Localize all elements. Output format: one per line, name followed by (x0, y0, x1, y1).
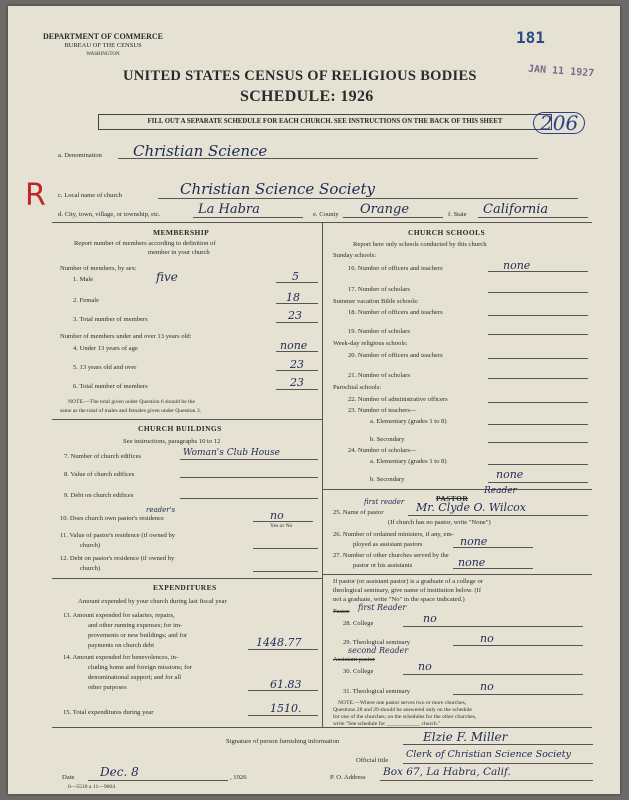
q21-label: 21. Number of scholars (348, 372, 410, 379)
q17-line (488, 292, 588, 293)
denomination-label: a. Denomination (58, 152, 102, 159)
date-year: , 1926 (230, 774, 247, 781)
county-value: Orange (360, 202, 410, 217)
received-date-stamp: JAN 11 1927 (527, 63, 595, 80)
q15-line (248, 715, 318, 716)
official-title-value: Clerk of Christian Science Society (406, 749, 571, 760)
q12-line (253, 571, 318, 572)
q13-label-4: payments on church debt (88, 642, 155, 649)
membership-bottom-rule (52, 419, 322, 420)
q24a-line (488, 464, 588, 465)
q27-label-1: 27. Number of other churches served by the (333, 552, 449, 559)
q26-label-1: 26. Number of ordained ministers, if any, em- (333, 531, 454, 538)
q4-value: none (280, 339, 308, 352)
q13-value: 1448.77 (256, 636, 302, 649)
q19-label: 19. Number of scholars (348, 328, 410, 335)
q10-label: 10. Does church own pastor's residence (60, 515, 165, 522)
parochial-schools-label: Parochial schools: (333, 384, 382, 391)
summer-schools-label: Summer vacation Bible schools: (333, 298, 419, 305)
q3-label: 3. Total number of members (73, 316, 148, 323)
membership-note-2: same as the total of males and females given under Question 3. (60, 408, 202, 414)
pastor-note-1: NOTE.—Where one pastor serves two or more churches, (338, 700, 467, 706)
county-label: e. County (313, 211, 339, 218)
date-value: Dec. 8 (100, 765, 139, 779)
q7-line (180, 459, 318, 460)
q7-label: 7. Number of church edifices (64, 453, 142, 460)
q5-value: 23 (290, 358, 304, 371)
q31-line (453, 694, 583, 695)
q20-line (488, 358, 588, 359)
college-instructions-1: If pastor (or assistant pastor) is a graduate of a college or (333, 578, 483, 585)
membership-intro-1: Report number of members according to definition of (74, 240, 216, 247)
q10-value: no (270, 509, 284, 522)
department-name: DEPARTMENT OF COMMERCE (42, 32, 163, 41)
form-number: 6—5518 a 11—9664 (68, 784, 116, 790)
q14-label-4: other purposes (88, 684, 127, 691)
q12-label-2: church) (80, 565, 101, 572)
q5-label: 5. 13 years old and over (73, 364, 137, 371)
buildings-header: CHURCH BUILDINGS (138, 424, 222, 433)
assistant-insertion: second Reader (348, 646, 409, 655)
q25-note: (If church has no pastor, write "None") (388, 519, 491, 526)
pastor-note-3: for one of the churches; on the schedules for the other churches, (333, 714, 477, 720)
city-value: La Habra (198, 202, 260, 217)
q24-label: 24. Number of scholars— (348, 447, 417, 454)
instruction-bar: FILL OUT A SEPARATE SCHEDULE FOR EACH CHURCH. SEE INSTRUCTIONS ON THE BACK OF THIS SHEET (98, 114, 552, 130)
q28-line (403, 626, 583, 627)
q15-value: 1510. (270, 702, 302, 715)
membership-note-1: NOTE.—The total given under Question 6 should be the (68, 399, 195, 405)
yes-no-hint: Yes or No (270, 523, 293, 529)
q22-line (488, 402, 588, 403)
members-by-sex-label: Number of members, by sex: (60, 265, 137, 272)
q24b-label: b. Secondary (370, 476, 405, 483)
q1-label: 1. Male (73, 276, 94, 283)
q28-value: no (423, 612, 437, 625)
q14-value: 61.83 (270, 678, 302, 691)
q12-label-1: 12. Debt on pastor's residence (if owned by (60, 555, 175, 562)
schedule-number: 181 (516, 28, 545, 47)
q1-word: five (156, 270, 178, 284)
q6-value: 23 (290, 376, 304, 389)
q23a-label: a. Elementary (grades 1 to 8) (370, 418, 447, 425)
q25-line (408, 515, 588, 516)
q2-label: 2. Female (73, 297, 100, 304)
sunday-schools-label: Sunday schools: (333, 252, 377, 259)
q26-label-2: ployed as assistant pastors (353, 541, 423, 548)
q3-line (276, 322, 318, 323)
red-r-mark: R (25, 178, 46, 213)
q24b-value: none (496, 468, 524, 481)
census-schedule-sheet (8, 6, 620, 794)
q29-line (453, 645, 583, 646)
q15-label: 15. Total expenditures during year (63, 709, 154, 716)
form-title: UNITED STATES CENSUS OF RELIGIOUS BODIES (123, 68, 477, 84)
q23-label: 23. Number of teachers— (348, 407, 417, 414)
q1-value: 5 (292, 270, 299, 283)
q19-line (488, 334, 588, 335)
q6-label: 6. Total number of members (73, 383, 148, 390)
q9-label: 9. Debt on church edifices (64, 492, 134, 499)
column-divider (322, 222, 323, 727)
pastor-subheading-insertion: first Reader (358, 603, 407, 612)
state-label: f. State (448, 211, 467, 218)
q13-line (248, 649, 318, 650)
q10-insertion: reader's (146, 506, 176, 514)
q30-line (403, 674, 583, 675)
schools-bottom-rule (322, 489, 592, 490)
q13-label-1: 13. Amount expended for salaries, repairs, (63, 612, 175, 619)
q8-line (180, 477, 318, 478)
q27-label-2: pastor or his assistants (353, 562, 413, 569)
date-label: Date (62, 774, 75, 781)
age-heading: Number of members under and over 13 years old: (60, 333, 192, 340)
schools-header: CHURCH SCHOOLS (408, 228, 486, 237)
q25-label: 25. Name of pastor (333, 509, 384, 516)
q25-insertion: first reader (364, 498, 405, 506)
membership-intro-2: member in your church (148, 249, 210, 256)
state-value: California (483, 202, 549, 217)
q16-label: 16. Number of officers and teachers (348, 265, 443, 272)
q13-label-3: provements or new buildings; and for (88, 632, 188, 639)
q4-label: 4. Under 13 years of age (73, 345, 138, 352)
official-title-line (403, 763, 593, 764)
q11-label-2: church) (80, 542, 101, 549)
expenditures-sub: Amount expended by your church during last fiscal year (78, 598, 227, 605)
weekday-schools-label: Week-day religious schools: (333, 340, 408, 347)
bureau-name: BUREAU OF THE CENSUS (64, 42, 142, 49)
q14-label-2: cluding home and foreign missions; for (88, 664, 192, 671)
q11-line (253, 548, 318, 549)
q20-label: 20. Number of officers and teachers (348, 352, 443, 359)
bureau-city: WASHINGTON (86, 52, 120, 57)
q6-line (276, 389, 318, 390)
schedule-year: SCHEDULE: 1926 (240, 88, 374, 105)
pastor-header: PASTOR (436, 494, 469, 503)
po-address-value: Box 67, La Habra, Calif. (383, 766, 511, 778)
q3-value: 23 (288, 309, 302, 322)
q17-label: 17. Number of scholars (348, 286, 410, 293)
q18-line (488, 315, 588, 316)
pastor-header-insertion: Reader (484, 486, 517, 496)
q7-value: Woman's Club House (183, 448, 280, 458)
official-title-label: Official title (356, 757, 389, 764)
q14-label-1: 14. Amount expended for benevolences, in- (63, 654, 179, 661)
q9-line (180, 498, 318, 499)
office-code: 206 (533, 112, 585, 134)
po-address-label: P. O. Address (330, 774, 366, 781)
city-label: d. City, town, village, or township, etc. (58, 211, 161, 218)
pastor-subheading: Pastor (333, 608, 350, 615)
q23b-label: b. Secondary (370, 436, 405, 443)
signature-label: Signature of person furnishing information (226, 738, 340, 745)
q28-label: 28. College (343, 620, 374, 627)
q27-value: none (458, 556, 486, 569)
q29-value: no (480, 632, 494, 645)
q31-label: 31. Theological seminary (343, 688, 411, 695)
date-line (88, 780, 228, 781)
signature-value: Elzie F. Miller (423, 730, 508, 744)
assistant-subheading: Assistant pastor (333, 656, 375, 663)
q24a-label: a. Elementary (grades 1 to 8) (370, 458, 447, 465)
pastor-note-4: write "See schedule for ____________ church." (333, 721, 441, 727)
denomination-value: Christian Science (133, 142, 268, 160)
q14-label-3: denominational support; and for all (88, 674, 182, 681)
department-block (38, 32, 168, 59)
q30-value: no (418, 660, 432, 673)
q26-value: none (460, 535, 488, 548)
q11-label-1: 11. Value of pastor's residence (if owned by (60, 532, 176, 539)
q16-value: none (503, 259, 531, 272)
membership-header: MEMBERSHIP (153, 228, 210, 237)
q22-label: 22. Number of administrative officers (348, 396, 448, 403)
college-instructions-2: theological seminary, give name of institution below. (If (333, 587, 482, 594)
pastor-note-2: Questions 28 and 29 should be answered only on the schedule (333, 707, 472, 713)
q24b-line (488, 482, 588, 483)
buildings-sub: See instructions, paragraphs 10 to 12 (123, 438, 221, 445)
expenditures-header: EXPENDITURES (153, 583, 217, 592)
q30-label: 30. College (343, 668, 374, 675)
local-name-value: Christian Science Society (180, 180, 375, 198)
schools-intro: Report here only schools conducted by this church (353, 241, 487, 248)
q25-value: Mr. Clyde O. Wilcox (416, 501, 527, 514)
q23b-line (488, 442, 588, 443)
q29-label: 29. Theological seminary (343, 639, 411, 646)
buildings-bottom-rule (52, 578, 322, 579)
q31-value: no (480, 680, 494, 693)
table-bottom-rule (52, 727, 592, 728)
q18-label: 18. Number of officers and teachers (348, 309, 443, 316)
signature-line (403, 744, 593, 745)
q21-line (488, 378, 588, 379)
college-instructions-3: not a graduate, write "No" in the space indicated.) (333, 596, 465, 603)
q23a-line (488, 424, 588, 425)
local-name-label: c. Local name of church (58, 192, 122, 199)
q13-label-2: and other running expenses; for im- (88, 622, 183, 629)
q2-value: 18 (286, 291, 300, 304)
pastor-mid-rule (322, 574, 592, 575)
po-address-line (380, 780, 593, 781)
q8-label: 8. Value of church edifices (64, 471, 135, 478)
